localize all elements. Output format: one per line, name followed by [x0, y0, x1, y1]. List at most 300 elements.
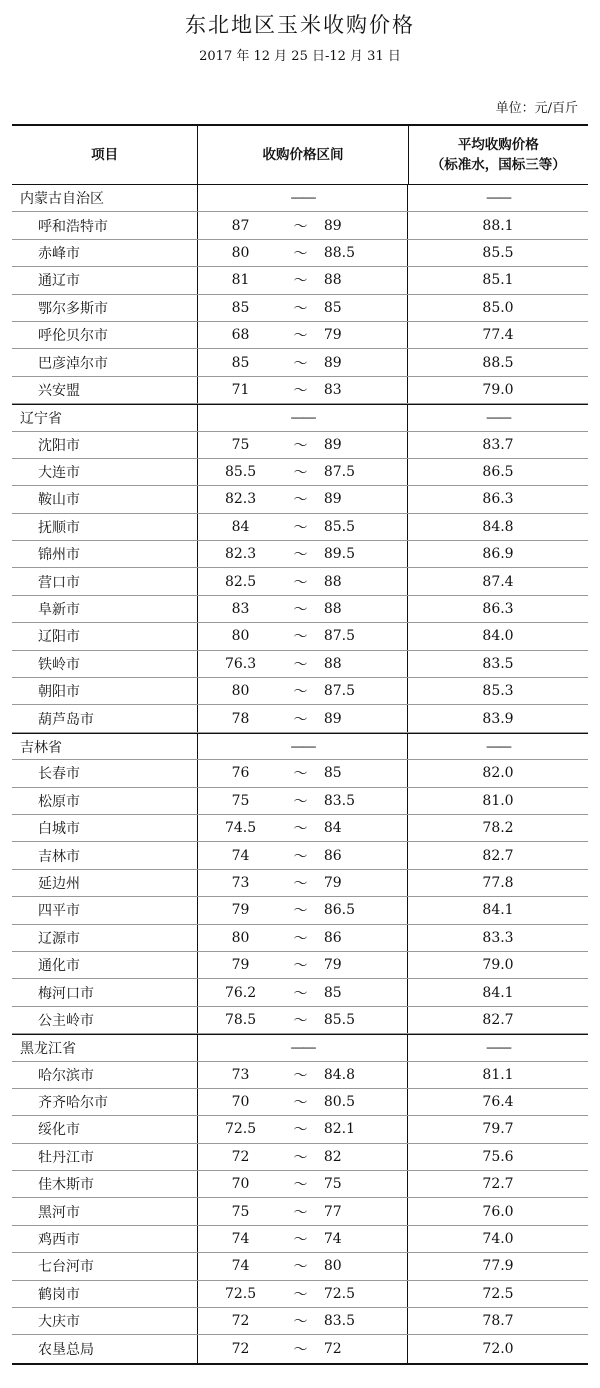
table-row: [12, 240, 588, 267]
range-high: 80: [323, 1258, 342, 1275]
range-high: 84.8: [323, 1066, 356, 1083]
range-cell: [198, 1089, 408, 1115]
range-separator: ～: [293, 1232, 308, 1249]
range-high: 85: [323, 765, 342, 782]
range-high: 85.5: [323, 1011, 356, 1028]
city-name: 松原市: [38, 793, 80, 810]
table-row: [12, 678, 588, 705]
range-low: 74: [231, 1258, 250, 1275]
province-name: 内蒙古自治区: [20, 191, 104, 208]
range-cell: [198, 1062, 408, 1088]
average-price: 83.7: [482, 436, 514, 453]
average-cell: [408, 1281, 588, 1307]
range-separator: ～: [293, 903, 308, 920]
table-row: [12, 952, 588, 979]
average-cell: [408, 541, 588, 567]
range-separator: ～: [293, 1342, 308, 1359]
city-name-cell: [12, 514, 198, 540]
range-separator: ～: [293, 465, 308, 482]
city-name: 长春市: [38, 766, 80, 783]
range-low: 79: [231, 957, 250, 974]
average-price: 83.5: [482, 655, 514, 672]
table-row: [12, 596, 588, 623]
city-name: 鄂尔多斯市: [38, 300, 108, 317]
range-cell: [198, 734, 408, 759]
range-high: 87.5: [323, 683, 356, 700]
city-name-cell: [12, 596, 198, 622]
city-name-cell: [12, 1281, 198, 1307]
city-name: 鞍山市: [38, 492, 80, 509]
city-name: 抚顺市: [38, 519, 80, 536]
city-name: 白城市: [38, 821, 80, 838]
average-cell: [408, 1116, 588, 1142]
range-cell: [198, 1007, 408, 1033]
range-dash: ——: [290, 738, 315, 755]
range-high: 72: [323, 1341, 342, 1358]
city-name-cell: [12, 1007, 198, 1033]
average-cell: [408, 1171, 588, 1197]
city-name-cell: [12, 541, 198, 567]
range-cell: [198, 405, 408, 430]
city-name-cell: [12, 295, 198, 321]
range-low: 76.3: [224, 655, 257, 672]
province-row: [12, 1034, 588, 1061]
range-cell: [198, 1171, 408, 1197]
range-cell: [198, 1116, 408, 1142]
table-row: [12, 1144, 588, 1171]
price-table: [12, 124, 588, 1365]
average-cell: [408, 1253, 588, 1279]
city-name: 农垦总局: [38, 1342, 94, 1359]
range-high: 85: [323, 299, 342, 316]
average-cell: [408, 1308, 588, 1334]
city-name-cell: [12, 1116, 198, 1142]
city-name: 辽源市: [38, 930, 80, 947]
range-cell: [198, 432, 408, 458]
city-name: 大庆市: [38, 1314, 80, 1331]
table-row: [12, 349, 588, 376]
range-low: 87: [231, 217, 250, 234]
range-low: 78: [231, 710, 250, 727]
city-name-cell: [12, 623, 198, 649]
range-low: 72: [231, 1341, 250, 1358]
city-name: 呼伦贝尔市: [38, 328, 108, 345]
range-separator: ～: [293, 602, 308, 619]
range-high: 88: [323, 601, 342, 618]
average-price: 81.0: [482, 792, 514, 809]
range-separator: ～: [293, 300, 308, 317]
range-cell: [198, 596, 408, 622]
range-high: 82: [323, 1148, 342, 1165]
average-cell: [408, 760, 588, 786]
range-separator: ～: [293, 711, 308, 728]
average-price: 75.6: [482, 1148, 514, 1165]
range-cell: [198, 267, 408, 293]
average-cell: [408, 596, 588, 622]
range-separator: ～: [293, 875, 308, 892]
average-cell: [408, 1089, 588, 1115]
average-price: 74.0: [482, 1231, 514, 1248]
range-high: 87.5: [323, 464, 356, 481]
range-high: 74: [323, 1231, 342, 1248]
city-name: 大连市: [38, 465, 80, 482]
average-price: 85.1: [482, 272, 514, 289]
city-name: 通辽市: [38, 273, 80, 290]
range-low: 75: [231, 792, 250, 809]
city-name-cell: [12, 349, 198, 375]
range-low: 72.5: [224, 1285, 257, 1302]
city-name: 锦州市: [38, 547, 80, 564]
average-cell: [408, 925, 588, 951]
range-cell: [198, 1335, 408, 1362]
range-cell: [198, 705, 408, 731]
range-cell: [198, 651, 408, 677]
average-price: 86.9: [482, 546, 514, 563]
range-high: 86: [323, 929, 342, 946]
range-low: 80: [231, 628, 250, 645]
table-row: [12, 1198, 588, 1225]
city-name-cell: [12, 651, 198, 677]
city-name-cell: [12, 1335, 198, 1362]
city-name-cell: [12, 486, 198, 512]
range-cell: [198, 459, 408, 485]
average-cell: [408, 979, 588, 1005]
city-name-cell: [12, 212, 198, 238]
city-name-cell: [12, 377, 198, 403]
average-price: 88.1: [482, 217, 514, 234]
average-price: 77.8: [482, 874, 514, 891]
range-low: 80: [231, 244, 250, 261]
city-name: 葫芦岛市: [38, 711, 94, 728]
average-price: 85.0: [482, 299, 514, 316]
table-row: [12, 897, 588, 924]
range-low: 70: [231, 1094, 250, 1111]
range-separator: ～: [293, 848, 308, 865]
range-separator: ～: [293, 1095, 308, 1112]
range-high: 83: [323, 381, 342, 398]
range-cell: [198, 870, 408, 896]
city-name-cell: [12, 705, 198, 731]
range-low: 74.5: [224, 820, 257, 837]
average-price: 87.4: [482, 573, 514, 590]
range-low: 75: [231, 436, 250, 453]
range-dash: ——: [290, 1039, 315, 1056]
table-row: [12, 925, 588, 952]
range-separator: ～: [293, 574, 308, 591]
range-high: 89: [323, 354, 342, 371]
range-cell: [198, 1308, 408, 1334]
average-cell: [408, 405, 588, 430]
average-cell: [408, 1062, 588, 1088]
average-price: 86.5: [482, 464, 514, 481]
city-name-cell: [12, 925, 198, 951]
header-item: 项目: [12, 126, 198, 184]
table-row: [12, 212, 588, 239]
range-high: 89.5: [323, 546, 356, 563]
range-high: 88: [323, 573, 342, 590]
range-cell: [198, 322, 408, 348]
city-name-cell: [12, 459, 198, 485]
province-name-cell: [12, 405, 198, 430]
range-high: 88.5: [323, 244, 356, 261]
city-name: 阜新市: [38, 602, 80, 619]
province-name-cell: [12, 185, 198, 211]
average-cell: [408, 377, 588, 403]
range-high: 87.5: [323, 628, 356, 645]
range-low: 74: [231, 1231, 250, 1248]
range-low: 72: [231, 1313, 250, 1330]
range-low: 72.5: [224, 1121, 257, 1138]
table-row: [12, 1089, 588, 1116]
range-separator: ～: [293, 519, 308, 536]
header-average: [409, 126, 588, 184]
range-cell: [198, 815, 408, 841]
range-separator: ～: [293, 793, 308, 810]
range-high: 79: [323, 957, 342, 974]
city-name: 辽阳市: [38, 629, 80, 646]
city-name-cell: [12, 1253, 198, 1279]
average-price: 86.3: [482, 601, 514, 618]
table-row: [12, 1335, 588, 1362]
range-low: 85: [231, 299, 250, 316]
range-high: 86.5: [323, 902, 356, 919]
range-separator: ～: [293, 985, 308, 1002]
city-name-cell: [12, 240, 198, 266]
table-row: [12, 705, 588, 732]
range-separator: ～: [293, 1259, 308, 1276]
range-high: 88: [323, 272, 342, 289]
range-high: 88: [323, 655, 342, 672]
table-row: [12, 651, 588, 678]
average-cell: [408, 212, 588, 238]
range-low: 83: [231, 601, 250, 618]
table-row: [12, 1062, 588, 1089]
table-header-row: [12, 126, 588, 185]
average-cell: [408, 1035, 588, 1060]
range-separator: ～: [293, 821, 308, 838]
city-name-cell: [12, 432, 198, 458]
table-row: [12, 432, 588, 459]
average-price: 84.0: [482, 628, 514, 645]
table-row: [12, 486, 588, 513]
range-low: 78.5: [224, 1011, 257, 1028]
range-separator: ～: [293, 1012, 308, 1029]
range-separator: ～: [293, 382, 308, 399]
range-separator: ～: [293, 547, 308, 564]
table-row: [12, 870, 588, 897]
city-name: 呼和浩特市: [38, 218, 108, 235]
range-high: 72.5: [323, 1285, 356, 1302]
range-high: 89: [323, 491, 342, 508]
range-separator: ～: [293, 1067, 308, 1084]
range-low: 75: [231, 1203, 250, 1220]
range-separator: ～: [293, 245, 308, 262]
table-row: [12, 760, 588, 787]
province-name-cell: [12, 1035, 198, 1060]
city-name: 公主岭市: [38, 1012, 94, 1029]
average-price: 84.8: [482, 518, 514, 535]
city-name: 七台河市: [38, 1259, 94, 1276]
range-separator: ～: [293, 1177, 308, 1194]
range-cell: [198, 212, 408, 238]
header-range: 收购价格区间: [198, 126, 408, 184]
city-name-cell: [12, 267, 198, 293]
average-price: 88.5: [482, 354, 514, 371]
province-row: [12, 733, 588, 760]
average-cell: [408, 240, 588, 266]
table-row: [12, 295, 588, 322]
average-price: 79.0: [482, 381, 514, 398]
range-dash: ——: [290, 190, 315, 207]
table-row: [12, 979, 588, 1006]
table-row: [12, 1171, 588, 1198]
range-cell: [198, 1035, 408, 1060]
city-name: 铁岭市: [38, 656, 80, 673]
average-cell: [408, 705, 588, 731]
city-name-cell: [12, 322, 198, 348]
city-name: 四平市: [38, 903, 80, 920]
province-name: 黑龙江省: [20, 1040, 76, 1057]
city-name: 鹤岗市: [38, 1286, 80, 1303]
city-name: 哈尔滨市: [38, 1067, 94, 1084]
average-price: 82.7: [482, 1011, 514, 1028]
table-row: [12, 623, 588, 650]
range-low: 80: [231, 683, 250, 700]
city-name-cell: [12, 760, 198, 786]
table-row: [12, 322, 588, 349]
table-row: [12, 541, 588, 568]
average-price: 83.3: [482, 929, 514, 946]
range-cell: [198, 1198, 408, 1224]
range-low: 82.3: [224, 546, 257, 563]
average-cell: [408, 734, 588, 759]
range-cell: [198, 979, 408, 1005]
range-cell: [198, 1281, 408, 1307]
province-name: 辽宁省: [20, 410, 62, 427]
range-separator: ～: [293, 1122, 308, 1139]
city-name: 赤峰市: [38, 245, 80, 262]
range-high: 79: [323, 874, 342, 891]
table-row: [12, 1308, 588, 1335]
range-separator: ～: [293, 1314, 308, 1331]
average-dash: ——: [486, 738, 510, 755]
range-low: 73: [231, 874, 250, 891]
range-high: 82.1: [323, 1121, 356, 1138]
average-price: 85.5: [482, 244, 514, 261]
province-row: [12, 404, 588, 431]
average-price: 81.1: [482, 1066, 514, 1083]
range-low: 84: [231, 518, 250, 535]
table-row: [12, 459, 588, 486]
average-price: 77.4: [482, 327, 514, 344]
average-price: 82.0: [482, 765, 514, 782]
average-cell: [408, 952, 588, 978]
range-separator: ～: [293, 1149, 308, 1166]
average-cell: [408, 788, 588, 814]
table-row: [12, 1253, 588, 1280]
page-title: 东北地区玉米收购价格: [185, 13, 415, 37]
average-cell: [408, 568, 588, 594]
province-name-cell: [12, 734, 198, 759]
range-cell: [198, 1226, 408, 1252]
range-cell: [198, 842, 408, 868]
range-dash: ——: [290, 409, 315, 426]
date-range-subtitle: 2017 年 12 月 25 日-12 月 31 日: [199, 49, 401, 64]
range-separator: ～: [293, 437, 308, 454]
range-cell: [198, 568, 408, 594]
city-name-cell: [12, 1198, 198, 1224]
range-cell: [198, 486, 408, 512]
average-price: 76.0: [482, 1203, 514, 1220]
range-high: 89: [323, 217, 342, 234]
range-low: 85.5: [224, 464, 257, 481]
range-low: 70: [231, 1176, 250, 1193]
average-cell: [408, 870, 588, 896]
range-low: 82.3: [224, 491, 257, 508]
header-average-line2: （标准水，国标三等）: [430, 157, 566, 173]
range-separator: ～: [293, 1204, 308, 1221]
city-name-cell: [12, 815, 198, 841]
city-name: 吉林市: [38, 848, 80, 865]
range-separator: ～: [293, 930, 308, 947]
table-row: [12, 815, 588, 842]
table-row: [12, 1007, 588, 1034]
range-low: 68: [231, 327, 250, 344]
range-high: 80.5: [323, 1094, 356, 1111]
city-name-cell: [12, 952, 198, 978]
range-low: 74: [231, 847, 250, 864]
average-cell: [408, 1144, 588, 1170]
table-body: [12, 185, 588, 1363]
average-price: 78.2: [482, 820, 514, 837]
range-low: 79: [231, 902, 250, 919]
average-cell: [408, 185, 588, 211]
province-name: 吉林省: [20, 739, 62, 756]
average-cell: [408, 1007, 588, 1033]
range-separator: ～: [293, 492, 308, 509]
range-cell: [198, 788, 408, 814]
range-cell: [198, 952, 408, 978]
average-cell: [408, 815, 588, 841]
range-separator: ～: [293, 218, 308, 235]
average-cell: [408, 651, 588, 677]
city-name-cell: [12, 788, 198, 814]
city-name: 兴安盟: [38, 382, 80, 399]
average-dash: ——: [486, 1039, 510, 1056]
average-cell: [408, 678, 588, 704]
range-high: 89: [323, 436, 342, 453]
average-cell: [408, 514, 588, 540]
range-cell: [198, 623, 408, 649]
city-name: 绥化市: [38, 1122, 80, 1139]
range-low: 85: [231, 354, 250, 371]
average-cell: [408, 267, 588, 293]
average-cell: [408, 432, 588, 458]
city-name: 黑河市: [38, 1204, 80, 1221]
average-price: 72.0: [482, 1341, 514, 1358]
range-separator: ～: [293, 273, 308, 290]
table-row: [12, 1281, 588, 1308]
table-row: [12, 377, 588, 404]
range-separator: ～: [293, 656, 308, 673]
range-low: 72: [231, 1148, 250, 1165]
unit-label: 单位：元/百斤: [495, 101, 578, 116]
average-price: 72.7: [482, 1176, 514, 1193]
average-price: 82.7: [482, 847, 514, 864]
range-high: 86: [323, 847, 342, 864]
city-name-cell: [12, 870, 198, 896]
average-price: 78.7: [482, 1313, 514, 1330]
